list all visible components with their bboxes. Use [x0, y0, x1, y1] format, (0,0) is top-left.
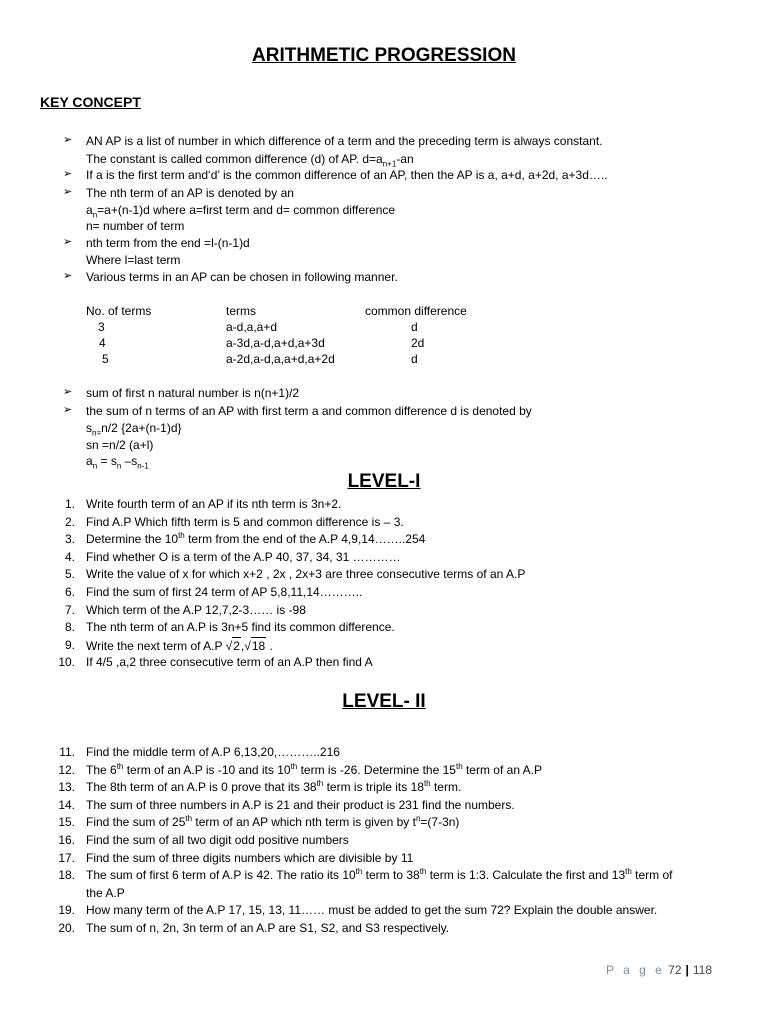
question-number: 2. [64, 514, 75, 529]
key-concept-heading: KEY CONCEPT [40, 94, 141, 110]
table-header: common difference [365, 304, 467, 318]
question-number: 12. [58, 762, 75, 777]
question-number: 7. [64, 602, 75, 617]
question-number: 5. [64, 567, 75, 582]
question-number: 8. [64, 620, 75, 635]
question-text: Write the value of x for which x+2 , 2x , 2x+3 are three consecutive terms of an A.P [86, 567, 526, 582]
question-text: Write the next term of A.P √2,√18 . [86, 638, 273, 653]
concept-text: the sum of n terms of an AP with first term a and common difference d is denoted by [86, 404, 532, 418]
question-number: 19. [58, 903, 75, 918]
page-word: P a g e [605, 963, 665, 977]
question-number: 13. [58, 780, 75, 795]
question-text: Determine the 10th term from the end of the A.P 4,9,14……..254 [86, 531, 426, 547]
question-text-continued: the A.P [86, 885, 125, 900]
level1-heading: LEVEL-I [347, 471, 421, 492]
bullet-arrow-icon: ➢ [63, 404, 73, 416]
table-cell: a-d,a,a+d [226, 320, 278, 334]
page-title: ARITHMETIC PROGRESSION [252, 45, 516, 66]
concept-text: Various terms in an AP can be chosen in following manner. [86, 270, 398, 284]
question-text: Find A.P Which fifth term is 5 and common difference is – 3. [86, 514, 404, 529]
question-number: 4. [64, 549, 75, 564]
question-text: Find the sum of first 24 term of AP 5,8,11,14……….. [86, 585, 363, 599]
question-number: 1. [64, 497, 75, 511]
page-total: 118 [692, 963, 712, 977]
page-number: 72 [668, 963, 682, 977]
question-text: If 4/5 ,a,2 three consecutive term of an A.P then find A [86, 655, 373, 670]
question-number: 6. [64, 585, 75, 599]
question-number: 15. [58, 815, 75, 830]
concept-text: $a_n = s_n$ $-s_{n-1}$ [86, 454, 149, 471]
bullet-arrow-icon: ➢ [63, 236, 73, 248]
question-number: 16. [58, 833, 75, 847]
question-text: Find the sum of 25th term of an AP which nth term is given by $t^n=(7-3n)$ [86, 814, 460, 830]
page-separator: | [685, 963, 689, 977]
table-cell: a-2d,a-d,a,a+d,a+2d [226, 352, 335, 366]
question-number: 18. [58, 868, 75, 883]
concept-text: If a is the first term and‘d’ is the common difference of an AP, then the AP is a, a+d, a+2d, a+3d….. [86, 168, 608, 182]
question-text: The nth term of an A.P is 3n+5 find its common difference. [86, 620, 395, 635]
table-cell: 2d [411, 336, 425, 350]
question-text: Write fourth term of an AP if its nth term is 3n+2. [86, 497, 342, 511]
concept-text: n= number of term [86, 219, 185, 233]
table-header: No. of terms [86, 304, 152, 318]
sqrt-icon: √ [244, 638, 251, 653]
concept-text: AN AP is a list of number in which difference of a term and the preceding term is always constant. [86, 134, 603, 148]
bullet-arrow-icon: ➢ [63, 134, 73, 146]
concept-text: The constant is called common difference (d) of AP. $d=a_{n+1}-an$ [86, 152, 414, 169]
table-cell: d [411, 320, 418, 334]
question-number: 9. [64, 637, 75, 652]
page-footer [606, 963, 712, 977]
concept-text: nth term from the end =l-(n-1)d [86, 236, 250, 250]
bullet-arrow-icon: ➢ [63, 186, 73, 198]
question-text: The sum of three numbers in A.P is 21 and their product is 231 find the numbers. [86, 797, 515, 812]
question-text: Find whether O is a term of the A.P 40, 37, 34, 31 ………… [86, 549, 401, 564]
question-text: Find the sum of all two digit odd positive numbers [86, 833, 349, 847]
question-number: 3. [64, 532, 75, 547]
concept-text: Where l=last term [86, 253, 181, 267]
concept-text: sum of first n natural number is n(n+1)/2 [86, 386, 300, 400]
sqrt-icon: √ [225, 638, 233, 653]
question-text: Find the middle term of A.P 6,13,20,………..216 [86, 745, 340, 759]
table-cell: 3 [98, 320, 105, 334]
question-number: 10. [58, 655, 75, 670]
table-cell: 5 [102, 352, 109, 366]
table-cell: 4 [99, 336, 106, 350]
question-text: The sum of first 6 term of A.P is 42. The ratio its 10th term to 38th term is 1:3. Calculate the first and 13th term of [86, 867, 673, 883]
question-number: 14. [58, 797, 75, 812]
concept-text: The nth term of an AP is denoted by an [86, 186, 294, 200]
concept-text: $s_{n=}n/2$ {2a+(n-1)d} [86, 421, 182, 438]
question-number: 17. [58, 850, 75, 865]
bullet-arrow-icon: ➢ [63, 386, 73, 398]
question-text: The 8th term of an A.P is 0 prove that its 38th term is triple its 18th term. [86, 779, 462, 795]
question-text: Which term of the A.P 12,7,2-3…… is -98 [86, 602, 306, 617]
bullet-arrow-icon: ➢ [63, 168, 73, 180]
table-header: terms [226, 304, 256, 318]
question-number: 20. [58, 921, 75, 935]
bullet-arrow-icon: ➢ [63, 270, 73, 282]
question-text: The 6th term of an A.P is -10 and its 10th term is -26. Determine the 15th term of an A.P [86, 761, 543, 777]
table-cell: a-3d,a-d,a+d,a+3d [226, 336, 325, 350]
question-text: Find the sum of three digits numbers which are divisible by 11 [86, 850, 414, 865]
concept-text: $a_n=a+(n-1)d$ where a=first term and d= common difference [86, 203, 396, 220]
question-number: 11. [59, 745, 75, 759]
question-text: The sum of n, 2n, 3n term of an A.P are S1, S2, and S3 respectively. [86, 921, 450, 935]
question-text: How many term of the A.P 17, 15, 13, 11…… must be added to get the sum 72? Explain the double answer. [86, 903, 658, 918]
concept-text: sn =n/2 (a+l) [86, 438, 154, 452]
level2-heading: LEVEL- II [342, 691, 426, 712]
table-cell: d [411, 352, 418, 366]
